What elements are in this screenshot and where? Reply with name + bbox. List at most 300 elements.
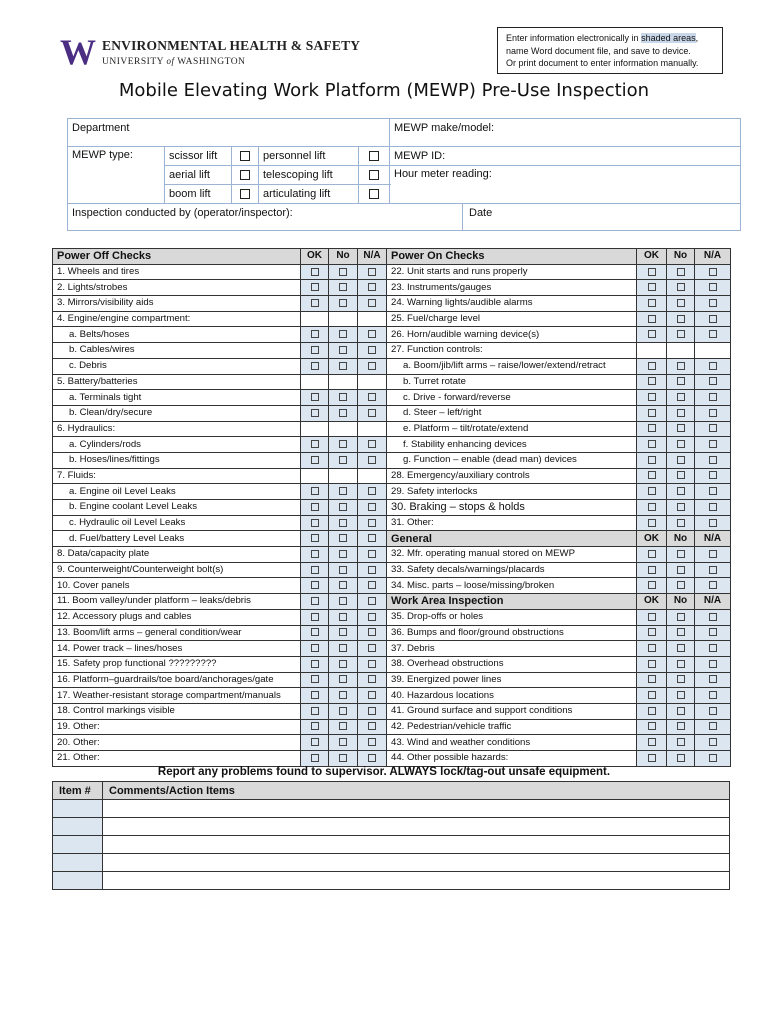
right-ok-checkbox[interactable]: [637, 547, 667, 563]
right-ok-checkbox[interactable]: [637, 390, 667, 406]
right-ok-checkbox[interactable]: [637, 280, 667, 296]
right-no-checkbox[interactable]: [667, 625, 695, 641]
left-ok-checkbox[interactable]: [301, 264, 329, 280]
right-no-checkbox[interactable]: [667, 311, 695, 327]
right-na-checkbox[interactable]: [695, 735, 731, 751]
left-na-checkbox[interactable]: [358, 641, 387, 657]
left-no-checkbox[interactable]: [329, 625, 358, 641]
item-number-field[interactable]: [53, 872, 103, 890]
empty-cell: [667, 343, 695, 359]
left-na-checkbox[interactable]: [358, 594, 387, 610]
item-number-field[interactable]: [53, 818, 103, 836]
right-no-checkbox[interactable]: [667, 452, 695, 468]
right-no-checkbox[interactable]: [667, 421, 695, 437]
telescoping-lift-checkbox[interactable]: [358, 166, 389, 185]
left-no-checkbox[interactable]: [329, 390, 358, 406]
left-no-checkbox[interactable]: [329, 484, 358, 500]
right-ok-checkbox[interactable]: [637, 484, 667, 500]
check-item-label: g. Function – enable (dead man) devices: [387, 452, 637, 468]
left-no-checkbox[interactable]: [329, 531, 358, 547]
left-na-checkbox[interactable]: [358, 343, 387, 359]
left-na-checkbox[interactable]: [358, 531, 387, 547]
empty-cell: [358, 374, 387, 390]
right-ok-checkbox[interactable]: [637, 703, 667, 719]
left-na-checkbox[interactable]: [358, 500, 387, 516]
left-ok-checkbox[interactable]: [301, 719, 329, 735]
check-item-label: 24. Warning lights/audible alarms: [387, 296, 637, 312]
left-no-checkbox[interactable]: [329, 578, 358, 594]
check-item-label: 6. Hydraulics:: [53, 421, 301, 437]
left-ok-checkbox[interactable]: [301, 358, 329, 374]
left-no-checkbox[interactable]: [329, 327, 358, 343]
left-ok-checkbox[interactable]: [301, 688, 329, 704]
right-ok-checkbox[interactable]: [637, 500, 667, 516]
check-item-label: 11. Boom valley/under platform – leaks/debris: [53, 594, 301, 610]
check-item-label: 18. Control markings visible: [53, 703, 301, 719]
right-na-checkbox[interactable]: [695, 358, 731, 374]
check-item-label: b. Clean/dry/secure: [53, 405, 301, 421]
ok-col-header: OK: [301, 249, 329, 265]
left-no-checkbox[interactable]: [329, 641, 358, 657]
right-ok-checkbox[interactable]: [637, 656, 667, 672]
left-no-checkbox[interactable]: [329, 562, 358, 578]
check-item-label: 9. Counterweight/Counterweight bolt(s): [53, 562, 301, 578]
right-no-checkbox[interactable]: [667, 296, 695, 312]
left-ok-checkbox[interactable]: [301, 703, 329, 719]
check-item-label: a. Terminals tight: [53, 390, 301, 406]
section-header: Work Area Inspection: [387, 594, 637, 610]
right-ok-checkbox[interactable]: [637, 751, 667, 767]
item-number-field[interactable]: [53, 836, 103, 854]
articulating-lift-checkbox[interactable]: [358, 185, 389, 204]
right-na-checkbox[interactable]: [695, 609, 731, 625]
check-item-label: 15. Safety prop functional ?????????: [53, 656, 301, 672]
left-ok-checkbox[interactable]: [301, 547, 329, 563]
checklist-row: [53, 562, 731, 578]
scissor-lift-checkbox[interactable]: [232, 147, 259, 166]
right-no-checkbox[interactable]: [667, 437, 695, 453]
left-no-checkbox[interactable]: [329, 452, 358, 468]
right-na-checkbox[interactable]: [695, 405, 731, 421]
checklist-table: [52, 248, 731, 767]
check-item-label: c. Debris: [53, 358, 301, 374]
left-na-checkbox[interactable]: [358, 562, 387, 578]
left-ok-checkbox[interactable]: [301, 594, 329, 610]
right-ok-checkbox[interactable]: [637, 672, 667, 688]
comment-field[interactable]: [103, 872, 730, 890]
right-ok-checkbox[interactable]: [637, 405, 667, 421]
left-na-checkbox[interactable]: [358, 296, 387, 312]
check-item-label: 33. Safety decals/warnings/placards: [387, 562, 637, 578]
right-na-checkbox[interactable]: [695, 688, 731, 704]
checklist-row: [53, 358, 731, 374]
checklist-row: [53, 327, 731, 343]
right-ok-checkbox[interactable]: [637, 311, 667, 327]
na-col-header: N/A: [358, 249, 387, 265]
check-item-label: 13. Boom/lift arms – general condition/wear: [53, 625, 301, 641]
right-ok-checkbox[interactable]: [637, 625, 667, 641]
left-na-checkbox[interactable]: [358, 625, 387, 641]
hour-meter-field[interactable]: Hour meter reading:: [390, 166, 741, 204]
left-no-checkbox[interactable]: [329, 515, 358, 531]
left-na-checkbox[interactable]: [358, 656, 387, 672]
left-ok-checkbox[interactable]: [301, 296, 329, 312]
right-na-checkbox[interactable]: [695, 562, 731, 578]
comment-row: [53, 818, 730, 836]
check-item-label: 32. Mfr. operating manual stored on MEWP: [387, 547, 637, 563]
left-no-checkbox[interactable]: [329, 719, 358, 735]
left-ok-checkbox[interactable]: [301, 672, 329, 688]
checklist-row: [53, 405, 731, 421]
right-no-checkbox[interactable]: [667, 562, 695, 578]
left-ok-checkbox[interactable]: [301, 452, 329, 468]
right-na-checkbox[interactable]: [695, 500, 731, 516]
right-ok-checkbox[interactable]: [637, 562, 667, 578]
checklist-row: [53, 656, 731, 672]
inspector-field[interactable]: Inspection conducted by (operator/inspector):: [68, 204, 463, 230]
left-na-checkbox[interactable]: [358, 735, 387, 751]
left-na-checkbox[interactable]: [358, 703, 387, 719]
left-na-checkbox[interactable]: [358, 280, 387, 296]
date-field[interactable]: Date: [469, 207, 493, 219]
right-na-checkbox[interactable]: [695, 703, 731, 719]
checklist-row: [53, 452, 731, 468]
empty-cell: [329, 311, 358, 327]
left-no-checkbox[interactable]: [329, 343, 358, 359]
check-item-label: 2. Lights/strobes: [53, 280, 301, 296]
comment-field[interactable]: [103, 800, 730, 818]
check-item-label: 27. Function controls:: [387, 343, 637, 359]
left-no-checkbox[interactable]: [329, 500, 358, 516]
left-ok-checkbox[interactable]: [301, 327, 329, 343]
empty-cell: [301, 421, 329, 437]
check-item-label: 22. Unit starts and runs properly: [387, 264, 637, 280]
check-item-label: d. Steer – left/right: [387, 405, 637, 421]
aerial-lift-checkbox[interactable]: [232, 166, 259, 185]
check-item-label: 40. Hazardous locations: [387, 688, 637, 704]
right-na-checkbox[interactable]: [695, 484, 731, 500]
left-na-checkbox[interactable]: [358, 719, 387, 735]
page-title: Mobile Elevating Work Platform (MEWP) Pre-Use Inspection: [118, 80, 650, 101]
left-no-checkbox[interactable]: [329, 735, 358, 751]
uw-w-mark: W: [60, 32, 94, 72]
right-no-checkbox[interactable]: [667, 374, 695, 390]
check-item-label: 23. Instruments/gauges: [387, 280, 637, 296]
right-ok-checkbox[interactable]: [637, 437, 667, 453]
scissor-lift-label: scissor lift: [165, 147, 232, 166]
right-na-checkbox[interactable]: [695, 578, 731, 594]
check-item-label: 1. Wheels and tires: [53, 264, 301, 280]
check-item-label: 38. Overhead obstructions: [387, 656, 637, 672]
left-ok-checkbox[interactable]: [301, 625, 329, 641]
no-col-header: No: [667, 249, 695, 265]
right-ok-checkbox[interactable]: [637, 327, 667, 343]
no-col-header: No: [667, 531, 695, 547]
left-na-checkbox[interactable]: [358, 751, 387, 767]
right-no-checkbox[interactable]: [667, 515, 695, 531]
checklist-row: [53, 515, 731, 531]
right-na-checkbox[interactable]: [695, 625, 731, 641]
left-na-checkbox[interactable]: [358, 609, 387, 625]
right-ok-checkbox[interactable]: [637, 264, 667, 280]
na-col-header: N/A: [695, 594, 731, 610]
right-no-checkbox[interactable]: [667, 547, 695, 563]
right-no-checkbox[interactable]: [667, 672, 695, 688]
left-no-checkbox[interactable]: [329, 264, 358, 280]
check-item-label: 43. Wind and weather conditions: [387, 735, 637, 751]
checklist-row: [53, 421, 731, 437]
item-number-field[interactable]: [53, 800, 103, 818]
uw-logo: [60, 32, 361, 72]
check-item-label: 36. Bumps and floor/ground obstructions: [387, 625, 637, 641]
left-no-checkbox[interactable]: [329, 703, 358, 719]
check-item-label: b. Engine coolant Level Leaks: [53, 500, 301, 516]
right-no-checkbox[interactable]: [667, 405, 695, 421]
empty-cell: [329, 374, 358, 390]
check-item-label: c. Hydraulic oil Level Leaks: [53, 515, 301, 531]
left-no-checkbox[interactable]: [329, 280, 358, 296]
right-no-checkbox[interactable]: [667, 751, 695, 767]
right-no-checkbox[interactable]: [667, 500, 695, 516]
right-no-checkbox[interactable]: [667, 468, 695, 484]
left-na-checkbox[interactable]: [358, 358, 387, 374]
left-ok-checkbox[interactable]: [301, 735, 329, 751]
no-col-header: No: [329, 249, 358, 265]
right-na-checkbox[interactable]: [695, 264, 731, 280]
left-na-checkbox[interactable]: [358, 327, 387, 343]
right-na-checkbox[interactable]: [695, 515, 731, 531]
check-item-label: 39. Energized power lines: [387, 672, 637, 688]
comment-field[interactable]: [103, 854, 730, 872]
check-item-label: 31. Other:: [387, 515, 637, 531]
ok-col-header: OK: [637, 594, 667, 610]
left-na-checkbox[interactable]: [358, 484, 387, 500]
left-ok-checkbox[interactable]: [301, 280, 329, 296]
left-ok-checkbox[interactable]: [301, 641, 329, 657]
right-na-checkbox[interactable]: [695, 468, 731, 484]
empty-cell: [358, 311, 387, 327]
checklist-row: [53, 531, 731, 547]
comment-row: [53, 872, 730, 890]
left-ok-checkbox[interactable]: [301, 609, 329, 625]
right-na-checkbox[interactable]: [695, 656, 731, 672]
left-ok-checkbox[interactable]: [301, 562, 329, 578]
left-na-checkbox[interactable]: [358, 688, 387, 704]
empty-cell: [358, 421, 387, 437]
check-item-label: b. Cables/wires: [53, 343, 301, 359]
left-ok-checkbox[interactable]: [301, 578, 329, 594]
department-field[interactable]: Department: [68, 119, 390, 147]
check-item-label: 41. Ground surface and support conditions: [387, 703, 637, 719]
check-item-label: 28. Emergency/auxiliary controls: [387, 468, 637, 484]
mewp-type-label: MEWP type:: [68, 147, 165, 204]
org-name: ENVIRONMENTAL HEALTH & SAFETY: [102, 37, 361, 53]
personnel-lift-checkbox[interactable]: [358, 147, 389, 166]
ok-col-header: OK: [637, 249, 667, 265]
right-na-checkbox[interactable]: [695, 280, 731, 296]
check-item-label: a. Cylinders/rods: [53, 437, 301, 453]
instructions-box: Enter information electronically in shaded areas, name Word document file, and save to device. Or print document to enter information manually.: [497, 27, 723, 74]
checklist-row: [53, 468, 731, 484]
right-ok-checkbox[interactable]: [637, 641, 667, 657]
mewp-id-field[interactable]: MEWP ID:: [390, 147, 741, 166]
left-no-checkbox[interactable]: [329, 594, 358, 610]
empty-cell: [301, 311, 329, 327]
right-no-checkbox[interactable]: [667, 735, 695, 751]
left-na-checkbox[interactable]: [358, 452, 387, 468]
left-no-checkbox[interactable]: [329, 688, 358, 704]
right-ok-checkbox[interactable]: [637, 296, 667, 312]
right-no-checkbox[interactable]: [667, 641, 695, 657]
check-item-label: a. Belts/hoses: [53, 327, 301, 343]
checklist-row: [53, 735, 731, 751]
check-item-label: 30. Braking – stops & holds: [387, 500, 637, 516]
left-no-checkbox[interactable]: [329, 751, 358, 767]
left-ok-checkbox[interactable]: [301, 437, 329, 453]
checklist-row: [53, 578, 731, 594]
right-ok-checkbox[interactable]: [637, 578, 667, 594]
right-no-checkbox[interactable]: [667, 390, 695, 406]
right-no-checkbox[interactable]: [667, 484, 695, 500]
right-no-checkbox[interactable]: [667, 358, 695, 374]
left-na-checkbox[interactable]: [358, 578, 387, 594]
checklist-row: [53, 500, 731, 516]
left-na-checkbox[interactable]: [358, 264, 387, 280]
right-na-checkbox[interactable]: [695, 437, 731, 453]
comment-field[interactable]: [103, 818, 730, 836]
left-ok-checkbox[interactable]: [301, 515, 329, 531]
check-item-label: 4. Engine/engine compartment:: [53, 311, 301, 327]
left-ok-checkbox[interactable]: [301, 390, 329, 406]
right-ok-checkbox[interactable]: [637, 468, 667, 484]
right-ok-checkbox[interactable]: [637, 735, 667, 751]
check-item-label: 7. Fluids:: [53, 468, 301, 484]
comments-table: [52, 781, 730, 890]
check-item-label: a. Boom/jib/lift arms – raise/lower/extend/retract: [387, 358, 637, 374]
check-item-label: 35. Drop-offs or holes: [387, 609, 637, 625]
power-off-header: Power Off Checks: [53, 249, 301, 265]
check-item-label: b. Hoses/lines/fittings: [53, 452, 301, 468]
right-na-checkbox[interactable]: [695, 296, 731, 312]
right-ok-checkbox[interactable]: [637, 609, 667, 625]
right-no-checkbox[interactable]: [667, 327, 695, 343]
left-ok-checkbox[interactable]: [301, 531, 329, 547]
left-na-checkbox[interactable]: [358, 437, 387, 453]
left-no-checkbox[interactable]: [329, 358, 358, 374]
item-number-field[interactable]: [53, 854, 103, 872]
left-no-checkbox[interactable]: [329, 656, 358, 672]
check-item-label: 12. Accessory plugs and cables: [53, 609, 301, 625]
left-na-checkbox[interactable]: [358, 390, 387, 406]
left-no-checkbox[interactable]: [329, 437, 358, 453]
check-item-label: 20. Other:: [53, 735, 301, 751]
right-no-checkbox[interactable]: [667, 578, 695, 594]
left-ok-checkbox[interactable]: [301, 751, 329, 767]
left-no-checkbox[interactable]: [329, 296, 358, 312]
check-item-label: 26. Horn/audible warning device(s): [387, 327, 637, 343]
left-ok-checkbox[interactable]: [301, 656, 329, 672]
comment-field[interactable]: [103, 836, 730, 854]
right-na-checkbox[interactable]: [695, 672, 731, 688]
right-no-checkbox[interactable]: [667, 688, 695, 704]
boom-lift-checkbox[interactable]: [232, 185, 259, 204]
check-item-label: 3. Mirrors/visibility aids: [53, 296, 301, 312]
left-ok-checkbox[interactable]: [301, 343, 329, 359]
right-na-checkbox[interactable]: [695, 751, 731, 767]
right-no-checkbox[interactable]: [667, 609, 695, 625]
checklist-row: [53, 594, 731, 610]
left-na-checkbox[interactable]: [358, 547, 387, 563]
empty-cell: [329, 421, 358, 437]
right-na-checkbox[interactable]: [695, 641, 731, 657]
make-model-field[interactable]: MEWP make/model:: [390, 119, 741, 147]
left-ok-checkbox[interactable]: [301, 484, 329, 500]
comments-header: Comments/Action Items: [103, 782, 730, 800]
right-na-checkbox[interactable]: [695, 327, 731, 343]
left-no-checkbox[interactable]: [329, 609, 358, 625]
right-na-checkbox[interactable]: [695, 421, 731, 437]
right-na-checkbox[interactable]: [695, 311, 731, 327]
left-ok-checkbox[interactable]: [301, 500, 329, 516]
comment-row: [53, 800, 730, 818]
right-no-checkbox[interactable]: [667, 656, 695, 672]
right-no-checkbox[interactable]: [667, 280, 695, 296]
checklist-row: [53, 484, 731, 500]
check-item-label: 42. Pedestrian/vehicle traffic: [387, 719, 637, 735]
left-na-checkbox[interactable]: [358, 515, 387, 531]
left-ok-checkbox[interactable]: [301, 405, 329, 421]
checklist-row: [53, 390, 731, 406]
university-name: UNIVERSITY of WASHINGTON: [102, 55, 246, 67]
right-ok-checkbox[interactable]: [637, 688, 667, 704]
check-item-label: 34. Misc. parts – loose/missing/broken: [387, 578, 637, 594]
right-ok-checkbox[interactable]: [637, 421, 667, 437]
right-na-checkbox[interactable]: [695, 390, 731, 406]
check-item-label: 5. Battery/batteries: [53, 374, 301, 390]
right-na-checkbox[interactable]: [695, 719, 731, 735]
right-na-checkbox[interactable]: [695, 374, 731, 390]
right-ok-checkbox[interactable]: [637, 515, 667, 531]
right-ok-checkbox[interactable]: [637, 374, 667, 390]
right-no-checkbox[interactable]: [667, 703, 695, 719]
left-no-checkbox[interactable]: [329, 672, 358, 688]
empty-cell: [301, 374, 329, 390]
section-header: General: [387, 531, 637, 547]
no-col-header: No: [667, 594, 695, 610]
left-na-checkbox[interactable]: [358, 405, 387, 421]
articulating-lift-label: articulating lift: [259, 185, 359, 204]
right-no-checkbox[interactable]: [667, 264, 695, 280]
check-item-label: 17. Weather-resistant storage compartment/manuals: [53, 688, 301, 704]
right-no-checkbox[interactable]: [667, 719, 695, 735]
left-no-checkbox[interactable]: [329, 547, 358, 563]
right-na-checkbox[interactable]: [695, 547, 731, 563]
left-na-checkbox[interactable]: [358, 672, 387, 688]
power-on-header: Power On Checks: [387, 249, 637, 265]
checklist-row: [53, 688, 731, 704]
right-ok-checkbox[interactable]: [637, 358, 667, 374]
right-ok-checkbox[interactable]: [637, 452, 667, 468]
left-no-checkbox[interactable]: [329, 405, 358, 421]
checklist-row: [53, 547, 731, 563]
comment-row: [53, 836, 730, 854]
right-ok-checkbox[interactable]: [637, 719, 667, 735]
check-item-label: 14. Power track – lines/hoses: [53, 641, 301, 657]
empty-cell: [695, 343, 731, 359]
na-col-header: N/A: [695, 249, 731, 265]
check-item-label: 25. Fuel/charge level: [387, 311, 637, 327]
right-na-checkbox[interactable]: [695, 452, 731, 468]
